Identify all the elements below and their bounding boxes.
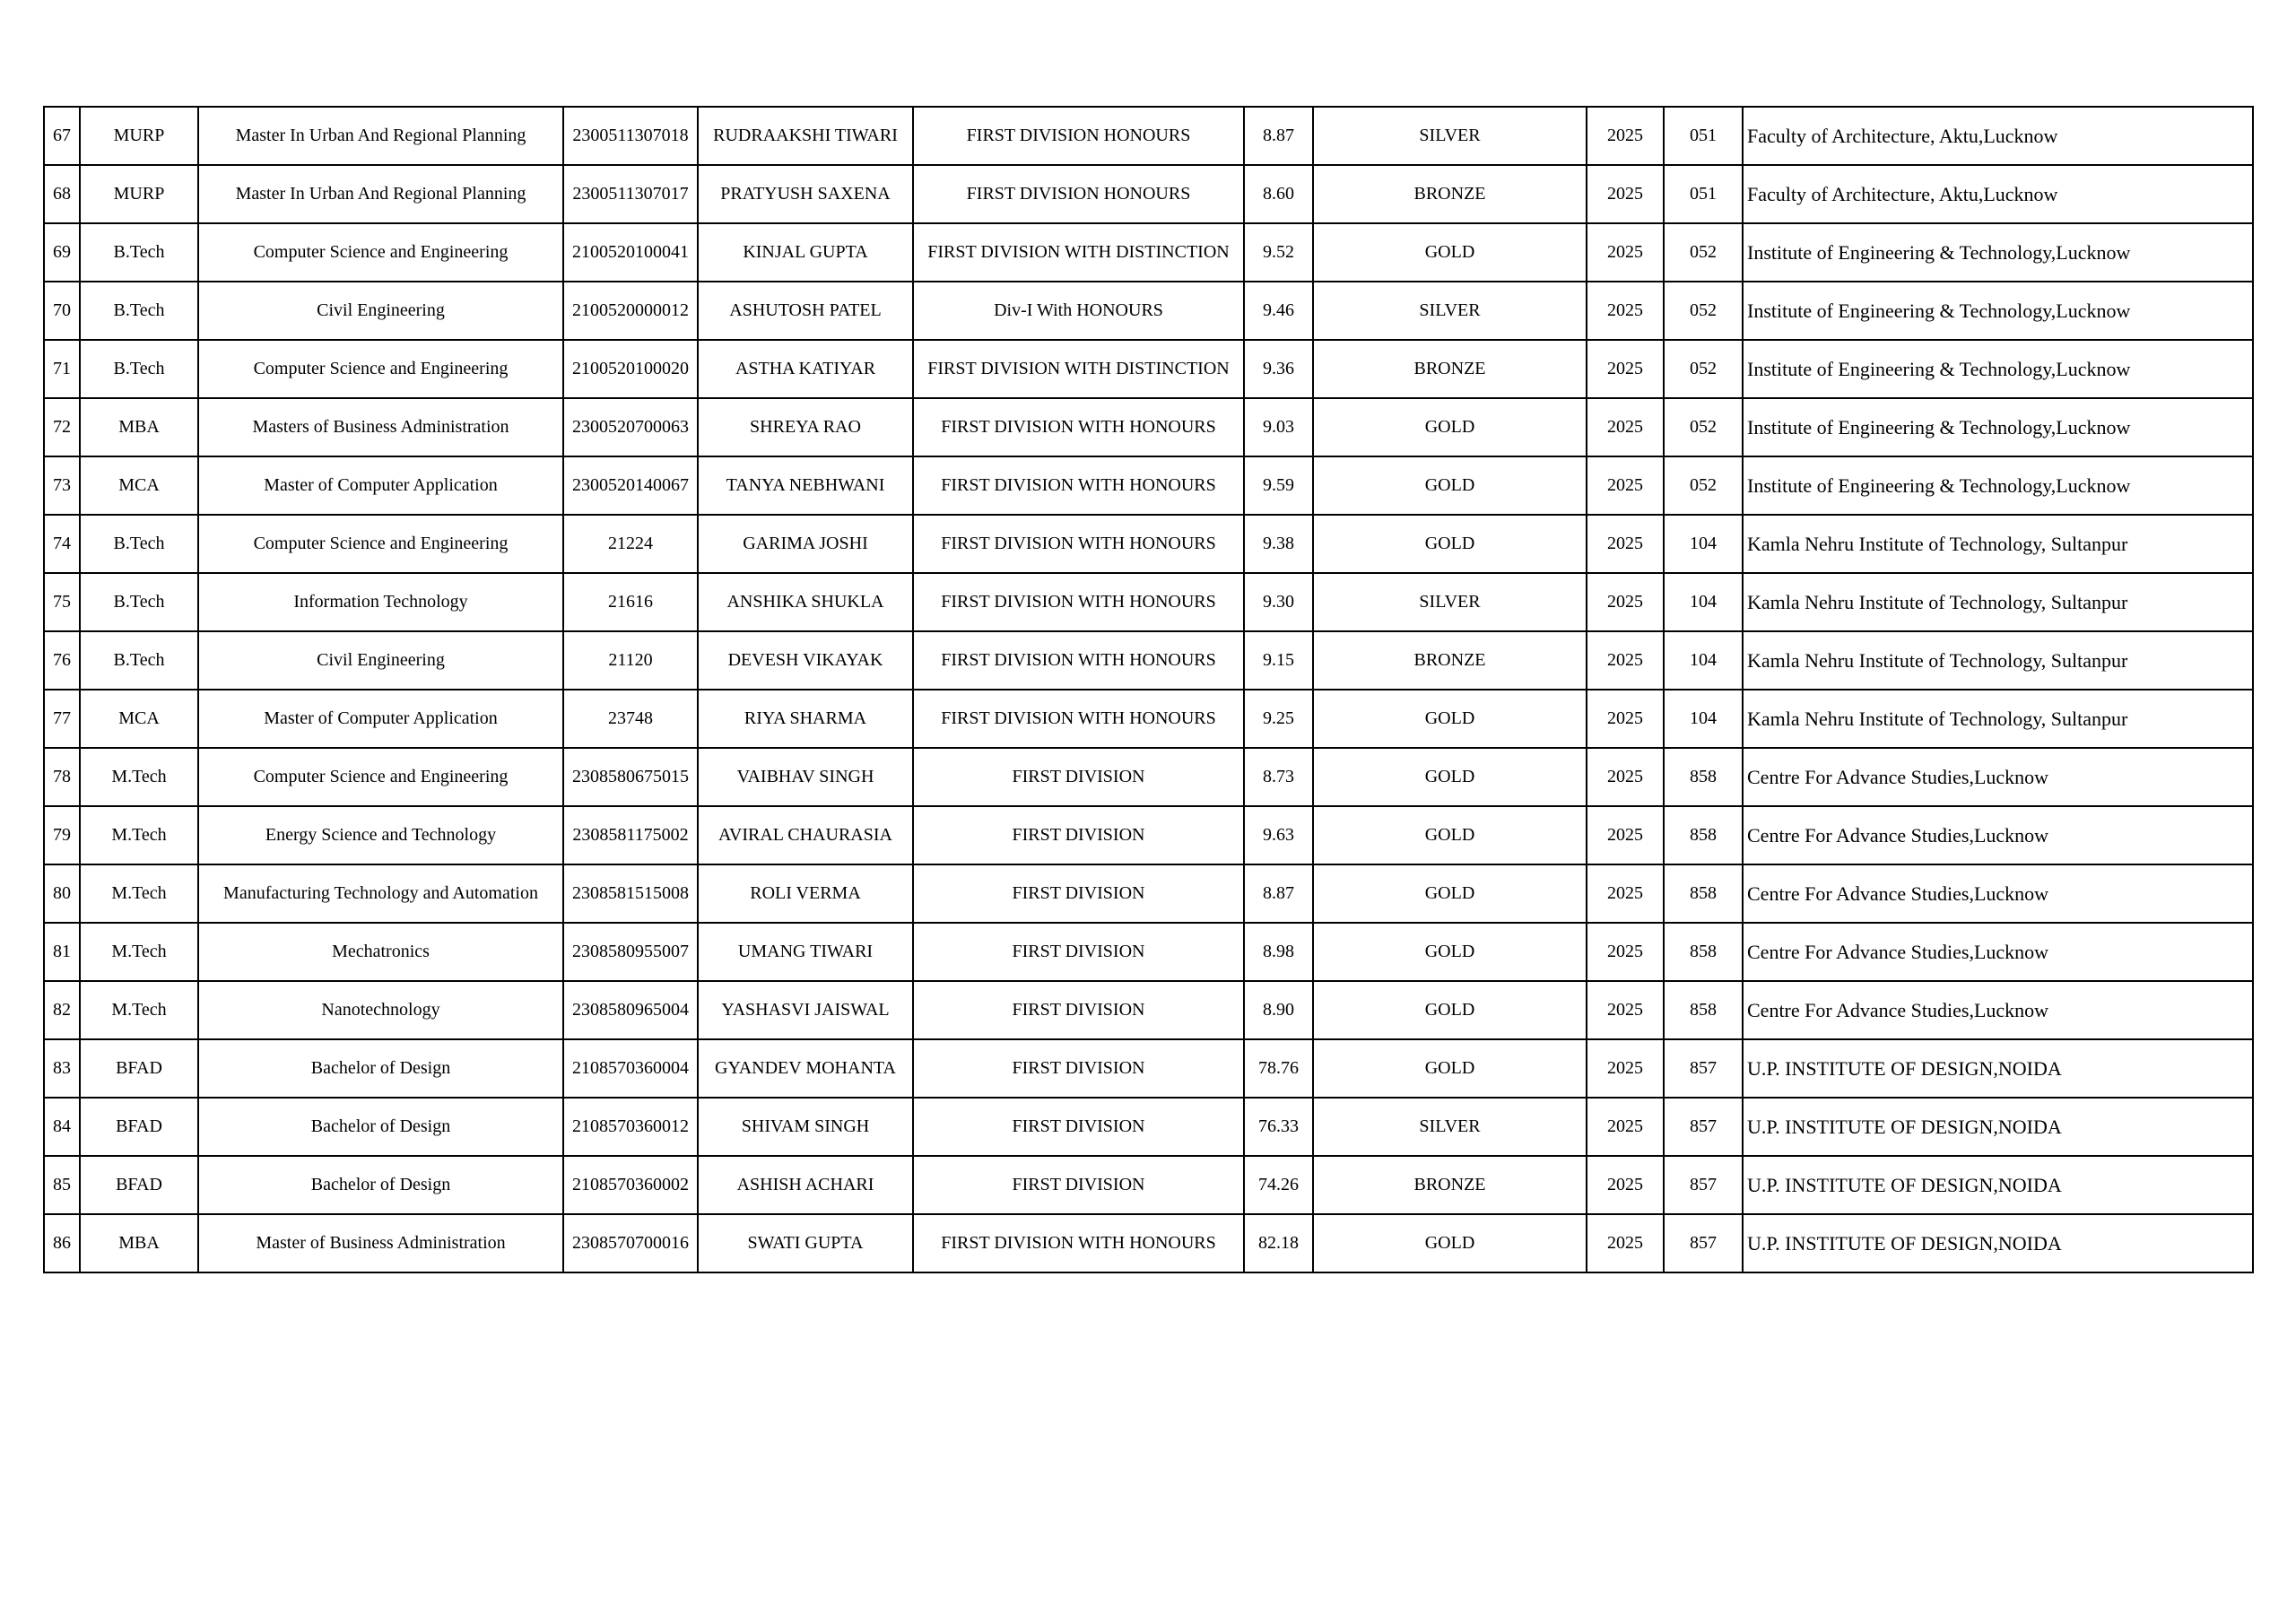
score-cell: 9.30 bbox=[1244, 573, 1313, 631]
course-cell: MURP bbox=[80, 107, 198, 165]
roll-number-cell: 2108570360002 bbox=[563, 1156, 698, 1214]
table-row bbox=[44, 456, 2253, 515]
division-cell: FIRST DIVISION HONOURS bbox=[913, 107, 1244, 165]
roll-number-cell: 2100520000012 bbox=[563, 282, 698, 340]
course-cell: B.Tech bbox=[80, 515, 198, 573]
roll-number-cell: 2308570700016 bbox=[563, 1214, 698, 1272]
course-cell: MURP bbox=[80, 165, 198, 223]
table-row bbox=[44, 690, 2253, 748]
medal-cell: GOLD bbox=[1313, 515, 1587, 573]
branch-cell: Computer Science and Engineering bbox=[198, 515, 563, 573]
serial-number-cell: 84 bbox=[44, 1098, 80, 1156]
score-cell: 78.76 bbox=[1244, 1039, 1313, 1098]
serial-number-cell: 76 bbox=[44, 631, 80, 690]
table-row bbox=[44, 398, 2253, 456]
serial-number-cell: 82 bbox=[44, 981, 80, 1039]
serial-number-cell: 83 bbox=[44, 1039, 80, 1098]
student-name-cell: SWATI GUPTA bbox=[698, 1214, 913, 1272]
table-row bbox=[44, 1098, 2253, 1156]
institute-cell: U.P. INSTITUTE OF DESIGN,NOIDA bbox=[1743, 1214, 2253, 1272]
table-row bbox=[44, 748, 2253, 806]
division-cell: FIRST DIVISION WITH HONOURS bbox=[913, 573, 1244, 631]
branch-cell: Master In Urban And Regional Planning bbox=[198, 107, 563, 165]
division-cell: FIRST DIVISION WITH HONOURS bbox=[913, 515, 1244, 573]
student-name-cell: DEVESH VIKAYAK bbox=[698, 631, 913, 690]
division-cell: FIRST DIVISION WITH HONOURS bbox=[913, 631, 1244, 690]
score-cell: 8.60 bbox=[1244, 165, 1313, 223]
student-name-cell: GYANDEV MOHANTA bbox=[698, 1039, 913, 1098]
branch-cell: Master In Urban And Regional Planning bbox=[198, 165, 563, 223]
table-row bbox=[44, 864, 2253, 923]
roll-number-cell: 2308580675015 bbox=[563, 748, 698, 806]
division-cell: FIRST DIVISION bbox=[913, 1156, 1244, 1214]
roll-number-cell: 2308581515008 bbox=[563, 864, 698, 923]
college-code-cell: 052 bbox=[1664, 223, 1743, 282]
institute-cell: Institute of Engineering & Technology,Lucknow bbox=[1743, 398, 2253, 456]
medal-cell: GOLD bbox=[1313, 1214, 1587, 1272]
student-name-cell: SHIVAM SINGH bbox=[698, 1098, 913, 1156]
medal-cell: GOLD bbox=[1313, 223, 1587, 282]
college-code-cell: 857 bbox=[1664, 1039, 1743, 1098]
year-cell: 2025 bbox=[1587, 573, 1664, 631]
year-cell: 2025 bbox=[1587, 1156, 1664, 1214]
roll-number-cell: 2108570360004 bbox=[563, 1039, 698, 1098]
serial-number-cell: 72 bbox=[44, 398, 80, 456]
college-code-cell: 104 bbox=[1664, 690, 1743, 748]
student-name-cell: SHREYA RAO bbox=[698, 398, 913, 456]
serial-number-cell: 78 bbox=[44, 748, 80, 806]
table-row bbox=[44, 107, 2253, 165]
branch-cell: Master of Business Administration bbox=[198, 1214, 563, 1272]
branch-cell: Bachelor of Design bbox=[198, 1039, 563, 1098]
division-cell: FIRST DIVISION WITH HONOURS bbox=[913, 398, 1244, 456]
student-name-cell: PRATYUSH SAXENA bbox=[698, 165, 913, 223]
score-cell: 9.25 bbox=[1244, 690, 1313, 748]
table-row bbox=[44, 1156, 2253, 1214]
medal-cell: GOLD bbox=[1313, 864, 1587, 923]
division-cell: FIRST DIVISION WITH HONOURS bbox=[913, 456, 1244, 515]
institute-cell: Centre For Advance Studies,Lucknow bbox=[1743, 981, 2253, 1039]
branch-cell: Civil Engineering bbox=[198, 282, 563, 340]
institute-cell: Kamla Nehru Institute of Technology, Sultanpur bbox=[1743, 631, 2253, 690]
institute-cell: Centre For Advance Studies,Lucknow bbox=[1743, 748, 2253, 806]
branch-cell: Computer Science and Engineering bbox=[198, 748, 563, 806]
branch-cell: Master of Computer Application bbox=[198, 456, 563, 515]
year-cell: 2025 bbox=[1587, 165, 1664, 223]
branch-cell: Computer Science and Engineering bbox=[198, 223, 563, 282]
year-cell: 2025 bbox=[1587, 631, 1664, 690]
score-cell: 74.26 bbox=[1244, 1156, 1313, 1214]
branch-cell: Computer Science and Engineering bbox=[198, 340, 563, 398]
roll-number-cell: 2300511307018 bbox=[563, 107, 698, 165]
table-row bbox=[44, 282, 2253, 340]
serial-number-cell: 81 bbox=[44, 923, 80, 981]
division-cell: FIRST DIVISION WITH HONOURS bbox=[913, 1214, 1244, 1272]
medal-cell: GOLD bbox=[1313, 398, 1587, 456]
medal-cell: SILVER bbox=[1313, 573, 1587, 631]
medal-cell: GOLD bbox=[1313, 923, 1587, 981]
score-cell: 8.73 bbox=[1244, 748, 1313, 806]
roll-number-cell: 21120 bbox=[563, 631, 698, 690]
roll-number-cell: 2308580965004 bbox=[563, 981, 698, 1039]
division-cell: FIRST DIVISION bbox=[913, 1098, 1244, 1156]
roll-number-cell: 2300520700063 bbox=[563, 398, 698, 456]
medal-cell: GOLD bbox=[1313, 806, 1587, 864]
score-cell: 9.46 bbox=[1244, 282, 1313, 340]
medal-cell: GOLD bbox=[1313, 690, 1587, 748]
institute-cell: Institute of Engineering & Technology,Lucknow bbox=[1743, 282, 2253, 340]
medal-cell: GOLD bbox=[1313, 981, 1587, 1039]
division-cell: FIRST DIVISION WITH DISTINCTION bbox=[913, 223, 1244, 282]
year-cell: 2025 bbox=[1587, 806, 1664, 864]
student-name-cell: ASHUTOSH PATEL bbox=[698, 282, 913, 340]
college-code-cell: 052 bbox=[1664, 340, 1743, 398]
course-cell: M.Tech bbox=[80, 981, 198, 1039]
division-cell: Div-I With HONOURS bbox=[913, 282, 1244, 340]
institute-cell: Kamla Nehru Institute of Technology, Sultanpur bbox=[1743, 690, 2253, 748]
year-cell: 2025 bbox=[1587, 515, 1664, 573]
serial-number-cell: 69 bbox=[44, 223, 80, 282]
course-cell: B.Tech bbox=[80, 223, 198, 282]
institute-cell: Kamla Nehru Institute of Technology, Sultanpur bbox=[1743, 573, 2253, 631]
score-cell: 9.52 bbox=[1244, 223, 1313, 282]
score-cell: 9.63 bbox=[1244, 806, 1313, 864]
course-cell: B.Tech bbox=[80, 631, 198, 690]
medal-cell: SILVER bbox=[1313, 1098, 1587, 1156]
score-cell: 8.87 bbox=[1244, 864, 1313, 923]
course-cell: MBA bbox=[80, 1214, 198, 1272]
course-cell: B.Tech bbox=[80, 282, 198, 340]
branch-cell: Nanotechnology bbox=[198, 981, 563, 1039]
year-cell: 2025 bbox=[1587, 748, 1664, 806]
medal-cell: GOLD bbox=[1313, 456, 1587, 515]
score-cell: 9.36 bbox=[1244, 340, 1313, 398]
course-cell: M.Tech bbox=[80, 864, 198, 923]
serial-number-cell: 75 bbox=[44, 573, 80, 631]
college-code-cell: 858 bbox=[1664, 981, 1743, 1039]
division-cell: FIRST DIVISION bbox=[913, 923, 1244, 981]
table-row bbox=[44, 165, 2253, 223]
student-name-cell: AVIRAL CHAURASIA bbox=[698, 806, 913, 864]
institute-cell: U.P. INSTITUTE OF DESIGN,NOIDA bbox=[1743, 1039, 2253, 1098]
student-name-cell: UMANG TIWARI bbox=[698, 923, 913, 981]
division-cell: FIRST DIVISION WITH HONOURS bbox=[913, 690, 1244, 748]
medal-cell: BRONZE bbox=[1313, 1156, 1587, 1214]
student-name-cell: ANSHIKA SHUKLA bbox=[698, 573, 913, 631]
course-cell: MBA bbox=[80, 398, 198, 456]
student-name-cell: ASTHA KATIYAR bbox=[698, 340, 913, 398]
college-code-cell: 858 bbox=[1664, 806, 1743, 864]
branch-cell: Masters of Business Administration bbox=[198, 398, 563, 456]
serial-number-cell: 77 bbox=[44, 690, 80, 748]
college-code-cell: 858 bbox=[1664, 923, 1743, 981]
course-cell: BFAD bbox=[80, 1156, 198, 1214]
course-cell: M.Tech bbox=[80, 748, 198, 806]
institute-cell: U.P. INSTITUTE OF DESIGN,NOIDA bbox=[1743, 1098, 2253, 1156]
institute-cell: Centre For Advance Studies,Lucknow bbox=[1743, 806, 2253, 864]
year-cell: 2025 bbox=[1587, 282, 1664, 340]
score-cell: 8.87 bbox=[1244, 107, 1313, 165]
college-code-cell: 857 bbox=[1664, 1098, 1743, 1156]
branch-cell: Bachelor of Design bbox=[198, 1098, 563, 1156]
table-row bbox=[44, 515, 2253, 573]
serial-number-cell: 86 bbox=[44, 1214, 80, 1272]
serial-number-cell: 85 bbox=[44, 1156, 80, 1214]
student-name-cell: YASHASVI JAISWAL bbox=[698, 981, 913, 1039]
student-name-cell: TANYA NEBHWANI bbox=[698, 456, 913, 515]
college-code-cell: 051 bbox=[1664, 165, 1743, 223]
institute-cell: Centre For Advance Studies,Lucknow bbox=[1743, 864, 2253, 923]
year-cell: 2025 bbox=[1587, 981, 1664, 1039]
student-name-cell: RUDRAAKSHI TIWARI bbox=[698, 107, 913, 165]
medal-cell: GOLD bbox=[1313, 1039, 1587, 1098]
roll-number-cell: 2108570360012 bbox=[563, 1098, 698, 1156]
institute-cell: Faculty of Architecture, Aktu,Lucknow bbox=[1743, 107, 2253, 165]
table-row bbox=[44, 631, 2253, 690]
course-cell: M.Tech bbox=[80, 806, 198, 864]
score-cell: 82.18 bbox=[1244, 1214, 1313, 1272]
college-code-cell: 858 bbox=[1664, 864, 1743, 923]
year-cell: 2025 bbox=[1587, 1214, 1664, 1272]
course-cell: BFAD bbox=[80, 1098, 198, 1156]
student-name-cell: VAIBHAV SINGH bbox=[698, 748, 913, 806]
medal-cell: BRONZE bbox=[1313, 631, 1587, 690]
division-cell: FIRST DIVISION bbox=[913, 864, 1244, 923]
institute-cell: U.P. INSTITUTE OF DESIGN,NOIDA bbox=[1743, 1156, 2253, 1214]
serial-number-cell: 74 bbox=[44, 515, 80, 573]
medal-cell: SILVER bbox=[1313, 107, 1587, 165]
division-cell: FIRST DIVISION bbox=[913, 748, 1244, 806]
year-cell: 2025 bbox=[1587, 223, 1664, 282]
table-row bbox=[44, 223, 2253, 282]
table-row bbox=[44, 923, 2253, 981]
course-cell: BFAD bbox=[80, 1039, 198, 1098]
year-cell: 2025 bbox=[1587, 456, 1664, 515]
branch-cell: Bachelor of Design bbox=[198, 1156, 563, 1214]
roll-number-cell: 2308581175002 bbox=[563, 806, 698, 864]
college-code-cell: 051 bbox=[1664, 107, 1743, 165]
college-code-cell: 052 bbox=[1664, 282, 1743, 340]
year-cell: 2025 bbox=[1587, 864, 1664, 923]
institute-cell: Kamla Nehru Institute of Technology, Sultanpur bbox=[1743, 515, 2253, 573]
college-code-cell: 104 bbox=[1664, 631, 1743, 690]
division-cell: FIRST DIVISION bbox=[913, 806, 1244, 864]
table-row bbox=[44, 1214, 2253, 1272]
roll-number-cell: 23748 bbox=[563, 690, 698, 748]
course-cell: MCA bbox=[80, 456, 198, 515]
division-cell: FIRST DIVISION bbox=[913, 1039, 1244, 1098]
table-row bbox=[44, 573, 2253, 631]
medal-cell: BRONZE bbox=[1313, 165, 1587, 223]
score-cell: 9.59 bbox=[1244, 456, 1313, 515]
year-cell: 2025 bbox=[1587, 690, 1664, 748]
table-row bbox=[44, 806, 2253, 864]
table-row bbox=[44, 981, 2253, 1039]
roll-number-cell: 21224 bbox=[563, 515, 698, 573]
branch-cell: Energy Science and Technology bbox=[198, 806, 563, 864]
division-cell: FIRST DIVISION WITH DISTINCTION bbox=[913, 340, 1244, 398]
score-cell: 76.33 bbox=[1244, 1098, 1313, 1156]
student-name-cell: ASHISH ACHARI bbox=[698, 1156, 913, 1214]
medal-cell: BRONZE bbox=[1313, 340, 1587, 398]
score-cell: 9.03 bbox=[1244, 398, 1313, 456]
serial-number-cell: 67 bbox=[44, 107, 80, 165]
roll-number-cell: 2100520100020 bbox=[563, 340, 698, 398]
branch-cell: Mechatronics bbox=[198, 923, 563, 981]
college-code-cell: 857 bbox=[1664, 1156, 1743, 1214]
college-code-cell: 052 bbox=[1664, 456, 1743, 515]
branch-cell: Manufacturing Technology and Automation bbox=[198, 864, 563, 923]
course-cell: B.Tech bbox=[80, 340, 198, 398]
serial-number-cell: 68 bbox=[44, 165, 80, 223]
college-code-cell: 857 bbox=[1664, 1214, 1743, 1272]
student-name-cell: KINJAL GUPTA bbox=[698, 223, 913, 282]
institute-cell: Faculty of Architecture, Aktu,Lucknow bbox=[1743, 165, 2253, 223]
medal-cell: GOLD bbox=[1313, 748, 1587, 806]
division-cell: FIRST DIVISION HONOURS bbox=[913, 165, 1244, 223]
score-cell: 9.38 bbox=[1244, 515, 1313, 573]
course-cell: B.Tech bbox=[80, 573, 198, 631]
roll-number-cell: 2100520100041 bbox=[563, 223, 698, 282]
score-cell: 8.98 bbox=[1244, 923, 1313, 981]
college-code-cell: 104 bbox=[1664, 515, 1743, 573]
year-cell: 2025 bbox=[1587, 923, 1664, 981]
student-name-cell: ROLI VERMA bbox=[698, 864, 913, 923]
score-cell: 8.90 bbox=[1244, 981, 1313, 1039]
table-body bbox=[44, 107, 2253, 1272]
branch-cell: Information Technology bbox=[198, 573, 563, 631]
serial-number-cell: 79 bbox=[44, 806, 80, 864]
college-code-cell: 104 bbox=[1664, 573, 1743, 631]
serial-number-cell: 80 bbox=[44, 864, 80, 923]
institute-cell: Institute of Engineering & Technology,Lucknow bbox=[1743, 340, 2253, 398]
table-row bbox=[44, 1039, 2253, 1098]
serial-number-cell: 70 bbox=[44, 282, 80, 340]
year-cell: 2025 bbox=[1587, 340, 1664, 398]
serial-number-cell: 71 bbox=[44, 340, 80, 398]
course-cell: M.Tech bbox=[80, 923, 198, 981]
medal-list-table bbox=[43, 106, 2254, 1273]
branch-cell: Civil Engineering bbox=[198, 631, 563, 690]
roll-number-cell: 2300520140067 bbox=[563, 456, 698, 515]
institute-cell: Institute of Engineering & Technology,Lucknow bbox=[1743, 223, 2253, 282]
year-cell: 2025 bbox=[1587, 107, 1664, 165]
college-code-cell: 858 bbox=[1664, 748, 1743, 806]
college-code-cell: 052 bbox=[1664, 398, 1743, 456]
student-name-cell: RIYA SHARMA bbox=[698, 690, 913, 748]
serial-number-cell: 73 bbox=[44, 456, 80, 515]
branch-cell: Master of Computer Application bbox=[198, 690, 563, 748]
roll-number-cell: 2308580955007 bbox=[563, 923, 698, 981]
roll-number-cell: 2300511307017 bbox=[563, 165, 698, 223]
roll-number-cell: 21616 bbox=[563, 573, 698, 631]
institute-cell: Institute of Engineering & Technology,Lucknow bbox=[1743, 456, 2253, 515]
division-cell: FIRST DIVISION bbox=[913, 981, 1244, 1039]
institute-cell: Centre For Advance Studies,Lucknow bbox=[1743, 923, 2253, 981]
table-row bbox=[44, 340, 2253, 398]
student-name-cell: GARIMA JOSHI bbox=[698, 515, 913, 573]
course-cell: MCA bbox=[80, 690, 198, 748]
year-cell: 2025 bbox=[1587, 1039, 1664, 1098]
year-cell: 2025 bbox=[1587, 1098, 1664, 1156]
year-cell: 2025 bbox=[1587, 398, 1664, 456]
score-cell: 9.15 bbox=[1244, 631, 1313, 690]
medal-cell: SILVER bbox=[1313, 282, 1587, 340]
